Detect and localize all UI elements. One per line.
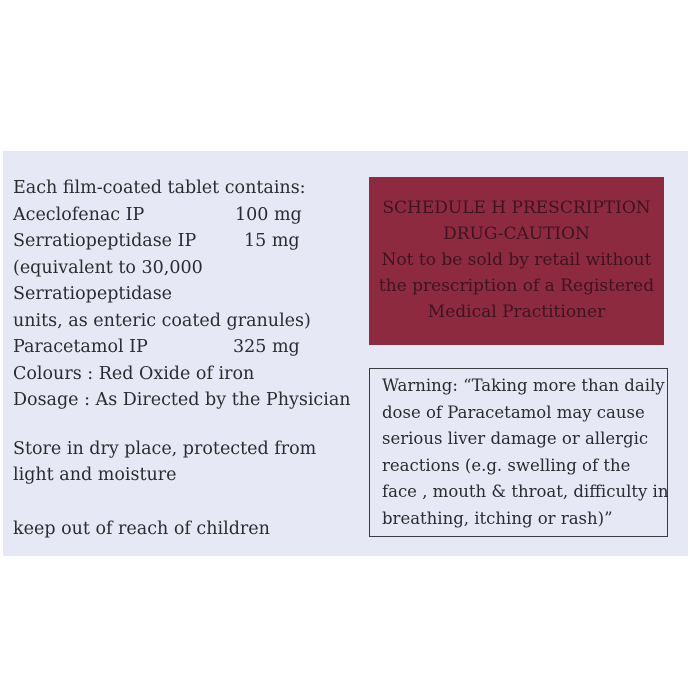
ingredient-row-paracetamol (13, 334, 353, 361)
composition-section (13, 175, 353, 542)
children-note: keep out of reach of children (13, 518, 270, 539)
schedule-text-line: Not to be sold by retail without (381, 250, 652, 270)
warning-line: dose of Paracetamol may cause (382, 402, 645, 422)
equivalent-note-line: units, as enteric coated granules) (13, 310, 311, 331)
composition-heading: Each film-coated tablet contains: (13, 178, 306, 198)
warning-line: breathing, itching or rash)” (382, 508, 613, 528)
warning-box (369, 368, 668, 537)
schedule-text-line: Medical Practitioner (427, 302, 606, 322)
dosage-line: Dosage : As Directed by the Physician (13, 390, 351, 410)
label-panel (3, 151, 688, 556)
ingredient-row-aceclofenac (13, 202, 353, 229)
warning-line: serious liver damage or allergic (382, 429, 649, 448)
ingredient-row-serratiopeptidase (13, 228, 353, 255)
equivalent-note-line: (equivalent to 30,000 (13, 257, 203, 278)
schedule-text-line: the prescription of a Registered (378, 276, 655, 296)
colours-line: Colours : Red Oxide of iron (13, 363, 255, 384)
storage-line: light and moisture (13, 465, 177, 485)
ingredient-quantity: 15 mg (244, 231, 300, 251)
schedule-subtitle: DRUG-CAUTION (443, 224, 590, 244)
ingredient-name: Aceclofenac IP (13, 204, 145, 225)
warning-line: reactions (e.g. swelling of the (382, 455, 631, 475)
ingredient-name: Paracetamol IP (13, 337, 148, 357)
equivalent-note-line: Serratiopeptidase (13, 284, 173, 304)
warning-line: face , mouth & throat, difficulty in (382, 482, 669, 501)
ingredient-name: Serratiopeptidase IP (13, 231, 197, 251)
ingredient-quantity: 100 mg (235, 204, 302, 225)
storage-line: Store in dry place, protected from (13, 438, 317, 459)
ingredient-quantity: 325 mg (233, 337, 300, 357)
schedule-h-box (369, 177, 664, 345)
warning-line: Warning: “Taking more than daily (382, 376, 665, 395)
schedule-title: SCHEDULE H PRESCRIPTION (382, 198, 651, 218)
